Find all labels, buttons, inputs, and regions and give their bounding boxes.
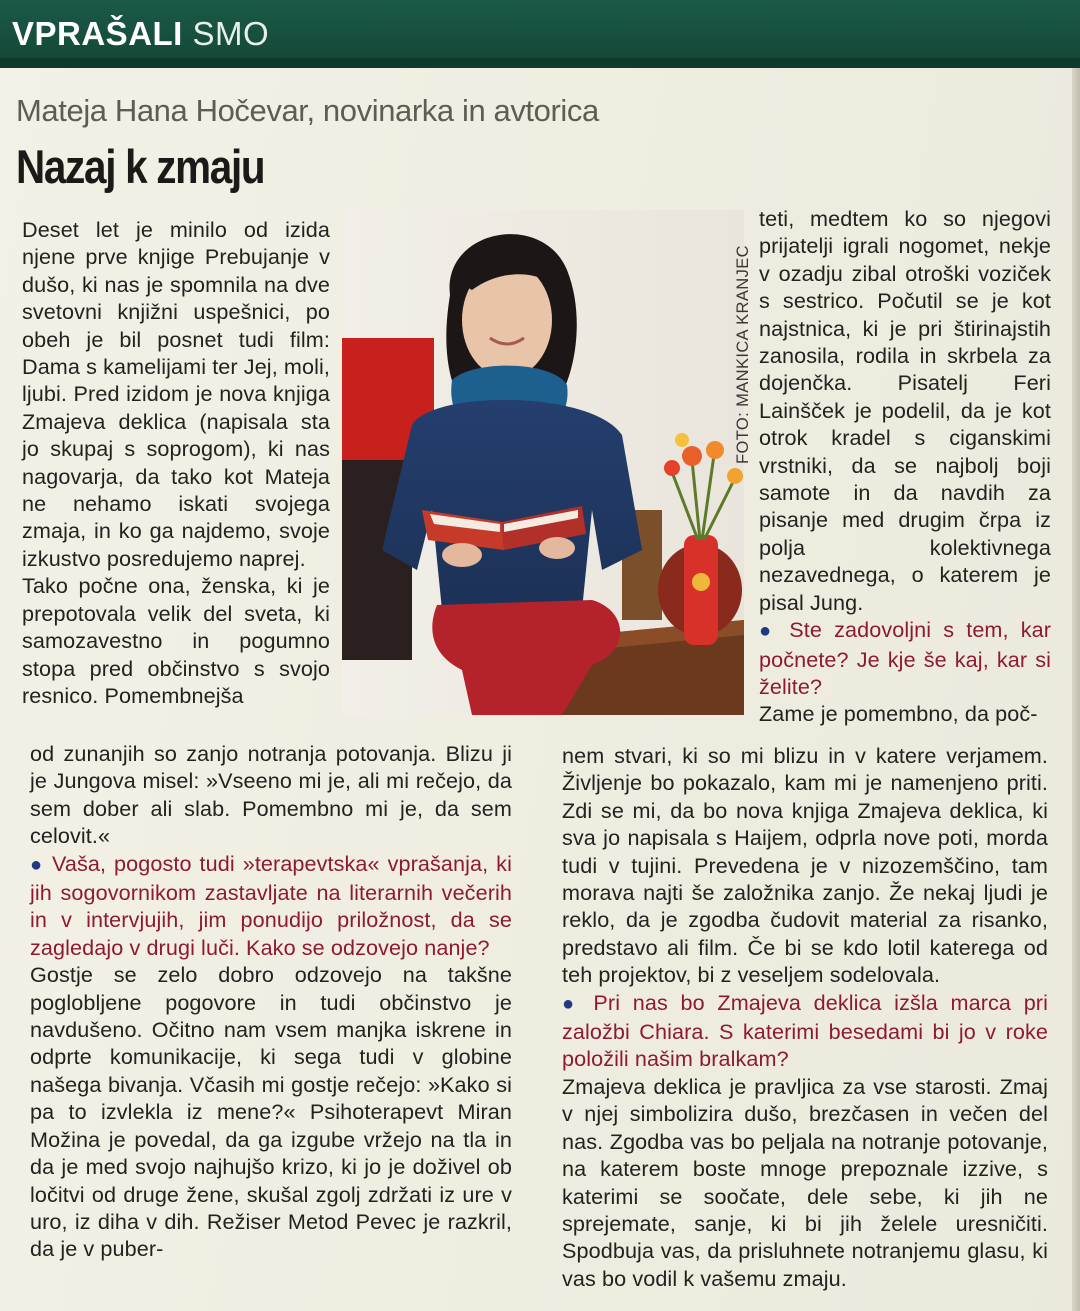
question-bullet-icon: ● <box>759 620 778 643</box>
photo-credit <box>714 214 752 474</box>
second-paragraph-start: Tako počne ona, ženska, ki je prepotovala velik del sveta, ki samozavestno in pogumno stopa pred občinstvo s svojo resnico. Pomembnejša <box>22 573 330 708</box>
column-left <box>22 216 330 709</box>
page-edge <box>1072 60 1080 1311</box>
second-paragraph-continued: od zunanjih so zanjo notranja potovanja. Blizu ji je Jungova misel: »Vseeno mi je, ali mi rečejo, da sem dober ali slab. Pomembno mi je, da sem celovit.« <box>30 741 512 849</box>
intro-paragraph: Deset let je minilo od izida njene prve knjige Prebujanje v dušo, ki nas je spomnila na dve svetovni knjižni uspešnici, po obeh je bil posnet tudi film: Dama s kamelijami ter Jej, moli, ljubi. Pred izidom je nova knjiga Zmajeva deklica (napisala sta jo skupaj s soprogom), ki nas nagovarja, da tako kot Mateja ne nehamo iskati svojega zmaja, in ko ga najdemo, svoje izkustvo posredujemo naprej. <box>22 217 330 571</box>
column-right-top <box>759 205 1051 728</box>
article-subtitle: Mateja Hana Hočevar, novinarka in avtorica <box>16 93 599 128</box>
column-right-lower <box>562 742 1048 1292</box>
question-2 <box>759 616 1051 700</box>
answer-2-continued: nem stvari, ki so mi blizu in v katere verjamem. Življenje bo pokazalo, kam mi je namenjeno priti. Zdi se mi, da bo nova knjiga Zmajeva deklica, ki sva jo napisala s Haijem, odprla nove poti, morda tudi v tujini. Prevedena je v nizozemščino, tam morava najti še založnika zanjo. Že nekaj ljudi je reklo, da je zgodba čudovit material za risanko, predstavo ali film. Če bi se kdo lotil katerega od teh projektov, bi z veseljem sodelovala. <box>562 743 1048 988</box>
question-2-text: Ste zadovoljni s tem, kar počnete? Je kje še kaj, kar si želite? <box>759 617 1052 699</box>
answer-3: Zmajeva deklica je pravljica za vse starosti. Zmaj v njej simbolizira dušo, brezčasen in večen del nas. Zgodba vas bo peljala na notranje potovanje, na katerem boste mnoge prepoznale izzive, s katerimi se soočate, dele sebe, ki jih ne sprejemate, sanje, ki bi jih želele uresničiti. Spodbuja vas, da prisluhnete notranjemu glasu, ki vas bo vodil k vašemu zmaju. <box>562 1073 1048 1291</box>
question-3 <box>562 989 1048 1073</box>
author-portrait-illustration <box>342 210 744 715</box>
right-column-paragraph: teti, medtem ko so njegovi prijatelji igrali nogomet, nekje v ozadju zibal otroški voziček s sestrico. Počutil se je kot najstnica, ki je pri štirinajstih zanosila, rodila in skrbela za dojenčka. Pisatelj Feri Lainšček je podelil, da je kot otrok kradel s ciganskimi vrstniki, da se najbolj boji samote in da navdih za pisanje med drugim črpa iz polja kolektivnega nezavednega, o katerem je pisal Jung. <box>759 206 1051 615</box>
question-1 <box>30 850 512 962</box>
author-photo <box>342 210 744 715</box>
section-label-light: SMO <box>192 15 270 52</box>
photo-credit-text: FOTO: MANKICA KRANJEC <box>734 245 752 464</box>
article-title: Nazaj k zmaju <box>16 140 265 193</box>
question-bullet-icon: ● <box>30 853 45 876</box>
answer-1: Gostje se zelo dobro odzovejo na takšne poglobljene pogovore in tudi občinstvo je navdušeno. Očitno nam vsem manjka iskrene in odprte komunikacije, ki sega tudi v globine našega bivanja. Včasih mi gostje rečejo: »Kako si pa to izvlekla iz mene?« Psihoterapevt Miran Možina je povedal, da ga izgube vržejo na tla in da je med svojo najhujšo krizo, ki jo je doživel ob ločitvi od druge žene, skušal zgolj zdržati iz ure v uro, iz diha v dih. Režiser Metod Pevec je razkril, da je v puber- <box>30 962 512 1262</box>
question-1-text: Vaša, pogosto tudi »terapevtska« vprašanja, ki jih sogovornikom zastavljate na literarnih večerih in v intervjujih, jim ponudijo priložnost, da se zagledajo v drugi luči. Kako se odzovejo nanje? <box>30 850 512 960</box>
column-left-lower <box>30 740 512 1263</box>
section-label <box>12 14 269 54</box>
header-stripe <box>0 58 1080 68</box>
question-bullet-icon: ● <box>562 992 581 1015</box>
question-3-text: Pri nas bo Zmajeva deklica izšla marca pri založbi Chiara. S katerimi besedami bi jo v roke položili našim bralkam? <box>562 989 1048 1072</box>
answer-2-start: Zame je pomembno, da poč- <box>759 701 1038 727</box>
section-label-bold: VPRAŠALI <box>12 15 183 52</box>
section-header-bar <box>0 0 1080 68</box>
